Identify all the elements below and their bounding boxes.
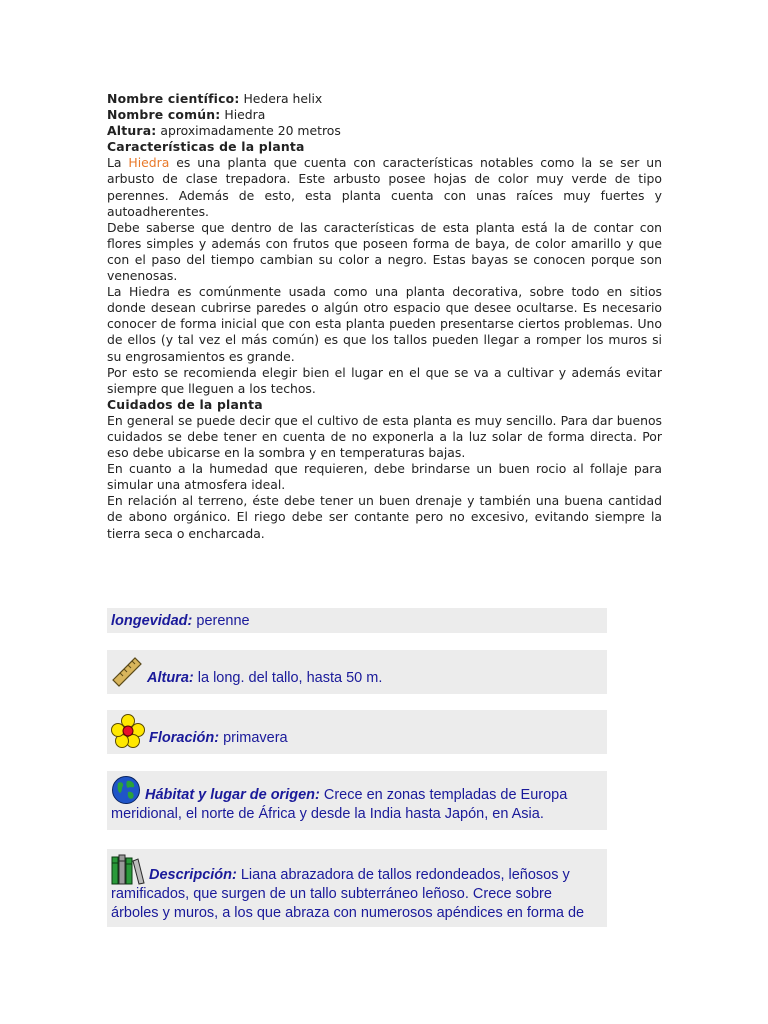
characteristics-heading: Características de la planta xyxy=(107,139,305,155)
globe-icon xyxy=(111,775,141,805)
care-paragraph-1: En general se puede decir que el cultivo de esta planta es muy sencillo. Para dar buenos cuidados se debe tener en cuenta de no exponerla a la luz solar de forma directa. Por eso debe ubicarse en la sombra y en temperaturas bajas. xyxy=(107,412,662,461)
characteristics-paragraph-1 xyxy=(107,155,662,219)
card-height-label: Altura: xyxy=(147,670,194,686)
flowering-value: primavera xyxy=(219,730,288,746)
scientific-name-value: Hedera helix xyxy=(243,91,323,106)
article xyxy=(107,91,662,542)
ruler-icon xyxy=(111,656,143,688)
characteristics-paragraph-3: La Hiedra es comúnmente usada como una planta decorativa, sobre todo en sitios donde desean cubrirse paredes o algún otro espacio que desee ocultarse. Es necesario conocer de forma inicial que con esta planta pueden presentarse ciertos problemas. Uno de ellos (y tal vez el más común) es que los tallos pueden llegar a romper los muros si su engrosamientos es grande. xyxy=(107,284,662,364)
hiedra-link[interactable]: Hiedra xyxy=(128,155,170,171)
care-paragraph-2: En cuanto a la humedad que requieren, debe brindarse un buen rocio al follaje para simular una atmosfera ideal. xyxy=(107,461,662,493)
description-card xyxy=(107,849,607,927)
paragraph-prefix: La xyxy=(107,155,129,171)
longevity-label: longevidad: xyxy=(111,613,193,629)
height-label: Altura: xyxy=(107,123,157,139)
habitat-value: Crece en zonas templadas de Europa meridional, el norte de África y desde la India hasta Japón, en Asia. xyxy=(111,787,568,822)
characteristics-paragraph-2: Debe saberse que dentro de las características de esta planta está la de contar con flores simples y además con frutos que poseen forma de baya, de color amarillo y que con el paso del tiempo cambian su color a negro. Estas bayas se conocen porque son venenosas. xyxy=(107,219,662,284)
care-heading: Cuidados de la planta xyxy=(107,396,263,412)
common-name-row xyxy=(107,107,662,123)
description-label: Descripción: xyxy=(149,867,237,883)
common-name-label: Nombre común: xyxy=(107,107,221,123)
card-height-value: la long. del tallo, hasta 50 m. xyxy=(193,670,383,686)
habitat-card xyxy=(107,771,607,830)
books-icon xyxy=(111,853,145,885)
height-value: aproximadamente 20 metros xyxy=(160,123,341,139)
scientific-name-label: Nombre científico: xyxy=(107,91,240,106)
care-paragraph-3: En relación al terreno, éste debe tener un buen drenaje y también una buena cantidad de abono orgánico. El riego debe ser contante pero no excesivo, evitando siempre la tierra seca o encharcada. xyxy=(107,493,662,541)
common-name-value: Hiedra xyxy=(224,107,266,123)
longevity-value: perenne xyxy=(192,613,250,629)
characteristics-paragraph-4: Por esto se recomienda elegir bien el lugar en el que se va a cultivar y además evitar siempre que lleguen a los techos. xyxy=(107,364,662,396)
flower-icon xyxy=(111,714,145,748)
paragraph-rest: es una planta que cuenta con características notables como la se ser un arbusto de clase trepadora. Este arbusto posee hojas de color muy verde de tipo perennes. Además de esto, esta planta cuenta con unas raíces muy fuertes y autoadherentes. xyxy=(107,155,662,219)
longevity-card xyxy=(107,608,607,633)
flowering-card xyxy=(107,710,607,754)
habitat-label: Hábitat y lugar de origen: xyxy=(145,787,320,803)
scientific-name-row xyxy=(107,91,662,107)
height-row xyxy=(107,123,662,139)
description-value: Liana abrazadora de tallos redondeados, leñosos y ramificados, que surgen de un tallo subterráneo leñoso. Crece sobre árboles y muros, a los que abraza con numerosos apéndices en forma de xyxy=(111,867,585,921)
height-card xyxy=(107,650,607,694)
flowering-label: Floración: xyxy=(149,730,220,746)
